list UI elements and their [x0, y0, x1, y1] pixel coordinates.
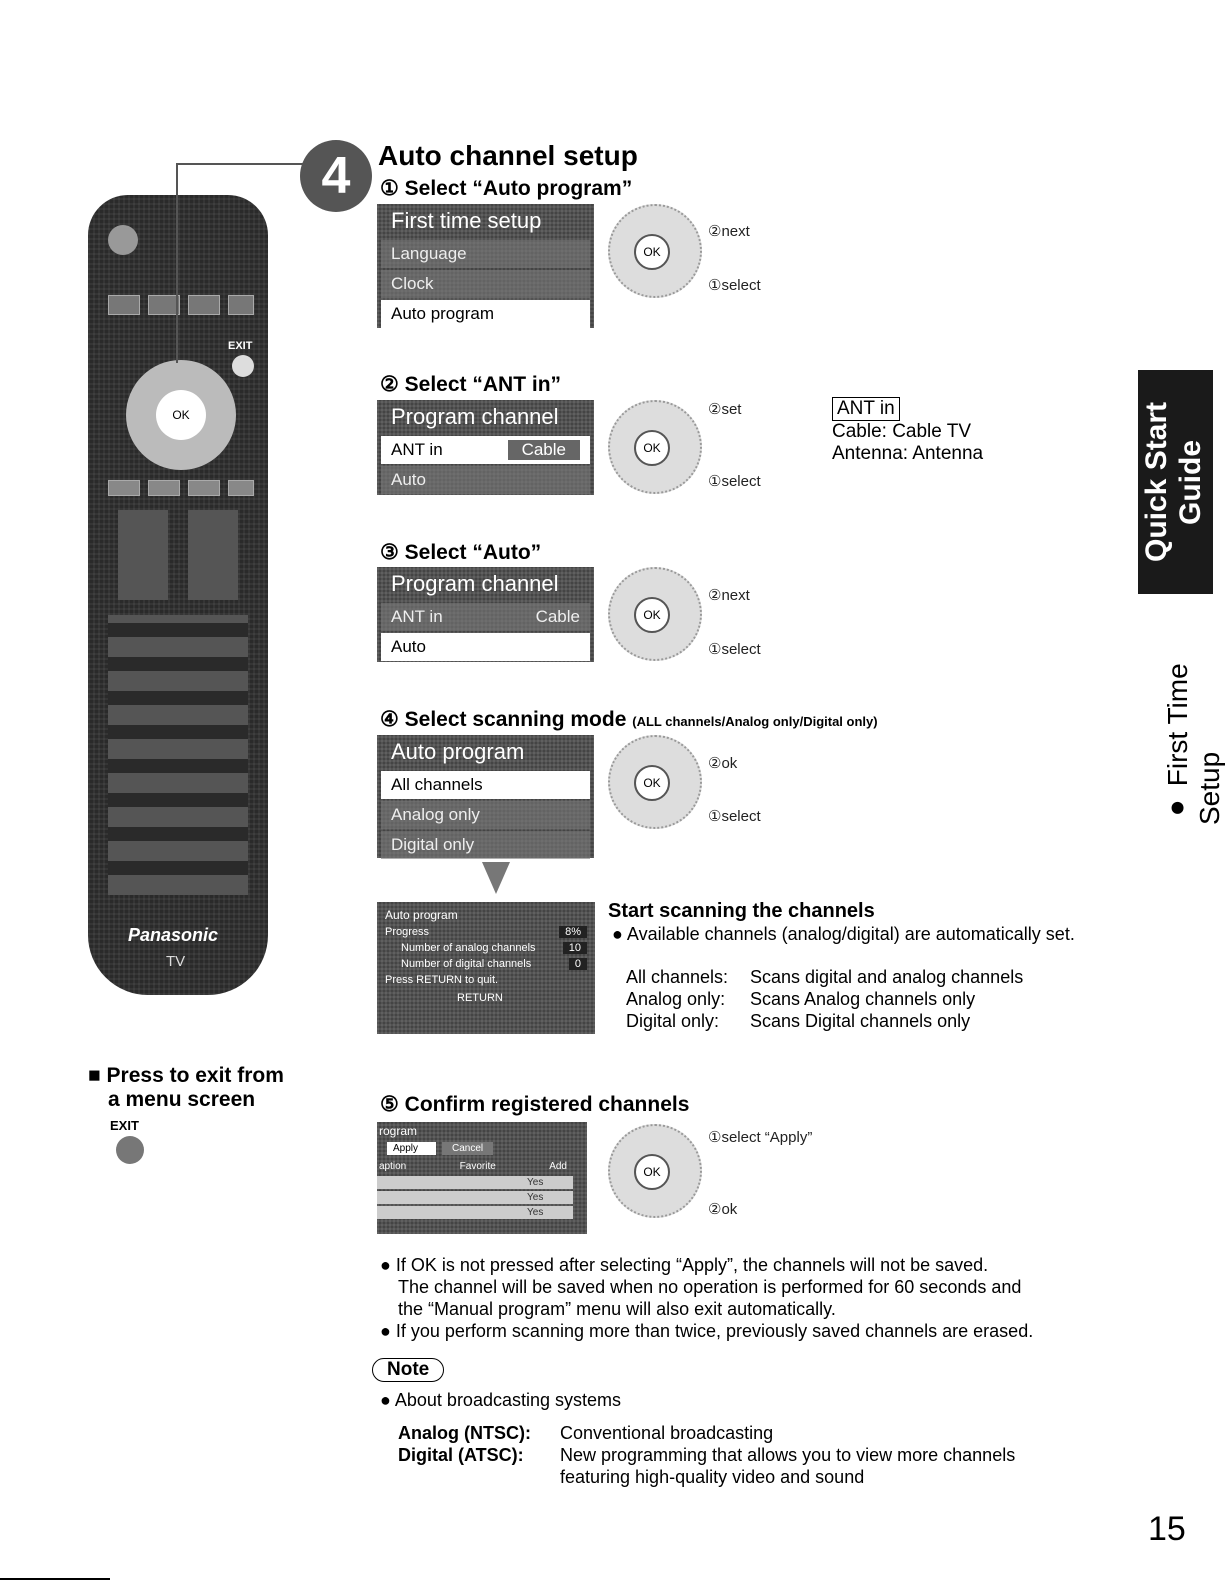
broadcast-desc: Conventional broadcasting [560, 1423, 774, 1443]
remote-button [108, 480, 140, 496]
scan-mode-desc: Scans Digital channels only [750, 1011, 971, 1031]
table-row: Yes [377, 1206, 573, 1219]
cancel-button: Cancel [442, 1142, 493, 1155]
ant-cable-line: Cable: Cable TV [832, 421, 972, 442]
step-number-badge: 4 [300, 140, 372, 212]
broadcast-desc: featuring high-quality video and sound [560, 1467, 865, 1487]
progress-value: 8% [559, 926, 587, 938]
side-tab [1138, 370, 1213, 594]
apply-cancel-row [377, 1140, 587, 1157]
menu-item-all-channels: All channels [381, 771, 590, 799]
note-badge: Note [372, 1358, 444, 1382]
remote-dial-diagram [608, 567, 702, 661]
broadcast-type: Analog (NTSC): [398, 1423, 531, 1443]
page-title: Auto channel setup [378, 140, 638, 171]
scan-mode-desc: Scans Analog channels only [750, 989, 976, 1009]
ant-label: ANT in [391, 607, 443, 626]
remote-dial-diagram [608, 1124, 702, 1218]
exit-note-line2: a menu screen [108, 1088, 256, 1111]
auto-program-menu [377, 735, 594, 858]
first-time-setup-menu [377, 204, 594, 328]
section-label: ● First Time Setup [1162, 663, 1225, 825]
analog-label: Number of analog channels [401, 942, 536, 954]
broadcast-table [398, 1422, 1015, 1488]
step2-label: ② Select “ANT in” [380, 373, 562, 396]
digital-count-row [377, 956, 595, 972]
bullet-continuation: the “Manual program” menu will also exit automatically. [398, 1299, 836, 1319]
remote-dial-diagram [608, 400, 702, 494]
scan-title: Auto program [385, 908, 458, 922]
col-add: Add [549, 1161, 567, 1172]
ant-value: Cable [535, 607, 580, 626]
scan-mode-row [626, 966, 1023, 988]
exit-note [88, 1064, 284, 1112]
hint-select: ①select [708, 277, 761, 294]
screen-title: rogram [379, 1124, 418, 1138]
step4-label-text: ④ Select scanning mode [380, 708, 627, 731]
ant-in-heading: ANT in [832, 397, 900, 421]
page-number: 15 [1148, 1510, 1186, 1548]
menu-title: Program channel [391, 404, 559, 429]
volume-rocker [118, 510, 168, 600]
remote-button [188, 480, 220, 496]
remote-button [228, 295, 254, 315]
menu-title: First time setup [391, 208, 542, 233]
remote-button [188, 295, 220, 315]
hint-ok: ②ok [708, 1201, 738, 1218]
ok-button: OK [156, 390, 206, 440]
number-keypad [108, 615, 248, 895]
footer-rule [0, 1578, 110, 1580]
ok-button-icon: OK [634, 430, 670, 466]
bullet-text: If you perform scanning more than twice, previously saved channels are erased. [395, 1321, 1034, 1341]
side-tab-line1: Quick Start [1140, 401, 1173, 563]
scan-note: ● Available channels (analog/digital) are automatically set. [612, 924, 1075, 944]
menu-item-auto-program: Auto program [381, 300, 590, 328]
menu-title: Auto program [391, 739, 525, 764]
progress-label: Progress [385, 926, 430, 938]
menu-item-analog-only: Analog only [381, 801, 590, 829]
ant-value: Cable [508, 440, 580, 460]
remote-dial-diagram [608, 735, 702, 829]
hint-next: ②next [708, 587, 750, 604]
scan-mode-row [626, 1010, 1023, 1032]
down-arrow-icon [482, 862, 510, 894]
hint-set: ②set [708, 401, 742, 418]
step4-label [380, 707, 878, 732]
step3-label: ③ Select “Auto” [380, 541, 542, 564]
apply-button: Apply [387, 1142, 436, 1155]
channel-rocker [188, 510, 238, 600]
hint-next: ②next [708, 223, 750, 240]
program-channel-menu [377, 567, 594, 662]
power-button [108, 225, 138, 255]
table-row: Yes [377, 1176, 573, 1189]
broadcast-row [398, 1466, 1015, 1488]
scan-mode-name: Analog only: [626, 989, 726, 1009]
step5-label: ⑤ Confirm registered channels [380, 1093, 690, 1116]
ok-button-icon: OK [634, 597, 670, 633]
bullet-item: ● If you perform scanning more than twice, previously saved channels are erased. [380, 1321, 1034, 1341]
scan-mode-desc: Scans digital and analog channels [750, 967, 1024, 987]
callout-line [176, 163, 311, 165]
section-label-text: First Time Setup [1162, 663, 1225, 825]
bullet-continuation: The channel will be saved when no operation is performed for 60 seconds and [398, 1277, 1022, 1297]
menu-item-clock: Clock [381, 270, 590, 298]
hint-select-apply: ①select “Apply” [708, 1129, 813, 1146]
broadcast-type [398, 1466, 560, 1488]
digital-label: Number of digital channels [401, 958, 532, 970]
ok-button-icon: OK [634, 1154, 670, 1190]
step4-sub: (ALL channels/Analog only/Digital only) [632, 714, 878, 729]
exit-button-label: EXIT [110, 1118, 139, 1133]
menu-item-auto: Auto [381, 466, 590, 494]
note-bullet-text: About broadcasting systems [394, 1390, 622, 1410]
hint-select: ①select [708, 473, 761, 490]
menu-item-digital-only: Digital only [381, 831, 590, 859]
hint-select: ①select [708, 641, 761, 658]
exit-button [232, 355, 254, 377]
bullet-item: ● If OK is not pressed after selecting “Apply”, the channels will not be saved. [380, 1255, 989, 1275]
analog-count-row [377, 940, 595, 956]
callout-line [176, 163, 178, 363]
analog-value: 10 [563, 942, 587, 954]
col-caption: aption [379, 1161, 407, 1172]
brand-logo: Panasonic [128, 925, 219, 945]
menu-item-language: Language [381, 240, 590, 268]
broadcast-row [398, 1444, 1015, 1466]
step1-label: ① Select “Auto program” [380, 177, 633, 200]
confirm-channels-screen [377, 1122, 587, 1234]
exit-note-line1: ■ Press to exit from [88, 1064, 284, 1087]
note-bullet: ● About broadcasting systems [380, 1390, 622, 1410]
ant-label: ANT in [391, 440, 443, 459]
remote-button [148, 480, 180, 496]
scan-note-text: Available channels (analog/digital) are automatically set. [626, 924, 1075, 944]
broadcast-row [398, 1422, 1015, 1444]
exit-label: EXIT [228, 340, 253, 352]
scan-modes-table [626, 966, 1023, 1032]
menu-item-auto: Auto [381, 633, 590, 661]
ok-button-icon: OK [634, 765, 670, 801]
hint-select: ①select [708, 808, 761, 825]
hint-ok: ②ok [708, 755, 738, 772]
menu-item-ant-in [381, 436, 590, 464]
scan-heading: Start scanning the channels [608, 900, 875, 922]
column-headers [377, 1157, 587, 1174]
broadcast-type: Digital (ATSC): [398, 1445, 524, 1465]
broadcast-desc: New programming that allows you to view more channels [560, 1445, 1016, 1465]
scan-mode-name: All channels: [626, 967, 729, 987]
exit-note-text: Press to exit from [106, 1064, 284, 1087]
menu-title: Program channel [391, 571, 559, 596]
remote-button [108, 295, 140, 315]
digital-value: 0 [569, 958, 587, 970]
remote-dial-diagram [608, 204, 702, 298]
remote-control-image [88, 195, 268, 995]
ant-antenna-line: Antenna: Antenna [832, 443, 984, 464]
side-tab-line2: Guide [1174, 439, 1207, 525]
tv-label: TV [166, 953, 186, 970]
col-favorite: Favorite [459, 1161, 496, 1172]
scan-progress-row [377, 924, 595, 940]
ant-in-info [832, 397, 983, 465]
ok-button-icon: OK [634, 234, 670, 270]
menu-item-ant-in [381, 603, 590, 631]
table-row: Yes [377, 1191, 573, 1204]
side-tab-title [1140, 380, 1208, 584]
exit-button-icon [116, 1136, 144, 1164]
program-channel-menu [377, 400, 594, 495]
return-text: RETURN [457, 992, 503, 1004]
quit-text: Press RETURN to quit. [385, 974, 499, 986]
scanning-screen [377, 902, 595, 1034]
scan-mode-row [626, 988, 1023, 1010]
bullet-text: If OK is not pressed after selecting “Apply”, the channels will not be saved. [395, 1255, 989, 1275]
scan-mode-name: Digital only: [626, 1011, 720, 1031]
save-notes [380, 1254, 1033, 1342]
remote-button [228, 480, 254, 496]
